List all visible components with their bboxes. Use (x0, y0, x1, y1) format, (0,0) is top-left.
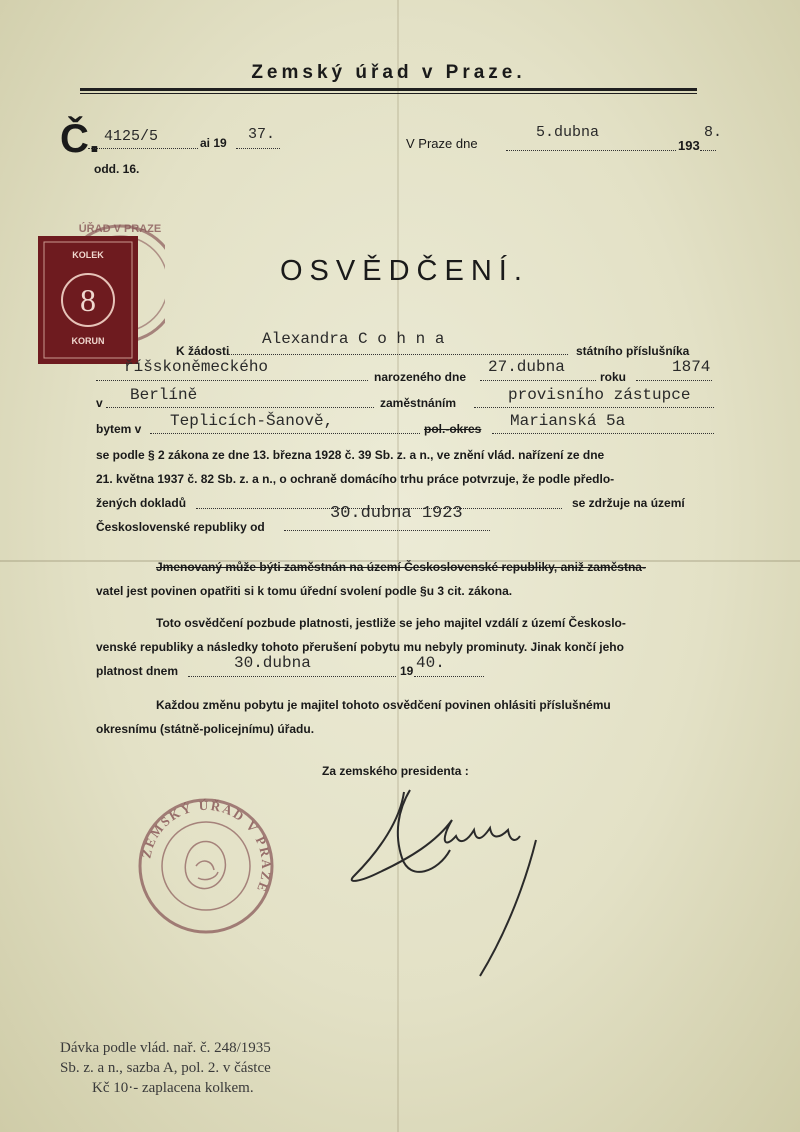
fee-stamp (30, 214, 165, 364)
fee-note-line-1: Dávka podle vlád. nař. č. 248/1935 (60, 1040, 271, 1056)
reference-department: odd. 16. (94, 162, 140, 176)
reference-c-letter: Č. (60, 117, 100, 161)
paragraph-3-line-1: Toto osvědčení pozbude platnosti, jestliže se jeho majitel vzdálí z území Českoslo- (156, 616, 626, 630)
born-label: narozeného dne (374, 370, 467, 384)
fee-stamp-bottom-text: KORUN (71, 336, 105, 346)
issue-year-line (700, 150, 716, 151)
applicant-name: Alexandra C o h n a (262, 330, 445, 348)
request-label: K žádosti (176, 344, 230, 358)
nationality: říšskoněmeckého (124, 358, 269, 376)
paragraph-4-line-2: okresnímu (státně-policejnímu) úřadu. (96, 722, 315, 736)
official-seal (136, 796, 276, 936)
citizen-label: státního příslušníka (576, 344, 690, 358)
birth-year-line (636, 380, 712, 381)
document-title: OSVĚDČENÍ. (280, 255, 529, 287)
district-label (424, 422, 481, 436)
paragraph-4-line-1: Každou změnu pobytu je majitel tohoto osvědčení povinen ohlásiti příslušnému (156, 698, 611, 712)
struck-paragraph-line-1: Jmenovaný může býti zaměstnán na území Československé republiky, aniž zaměstna- (156, 560, 646, 574)
issue-date: 5.dubna (536, 124, 600, 141)
issue-year-prefix: 193 (678, 138, 700, 153)
svg-text:ZEMSKÝ ÚŘAD V PRAZE (138, 798, 274, 896)
place-label: V Praze dne (406, 136, 478, 151)
validity-year-prefix: 19 (400, 664, 414, 678)
fee-seal-text: ÚŘAD V PRAZE (78, 223, 162, 235)
body-line-3-start: žených dokladů (96, 496, 187, 510)
district-label-struck: pol.- (424, 422, 450, 436)
reference-ai-label: ai 19 (200, 136, 227, 150)
validity-year-suffix: 40. (416, 654, 445, 672)
validity-label: platnost dnem (96, 664, 179, 678)
handwritten-signature (340, 780, 560, 980)
birth-place-line (106, 407, 374, 408)
paragraph-3-line-2: venské republiky a následky tohoto přerušení pobytu mu nebyly prominuty. Jinak končí jeho (96, 640, 624, 654)
body-line-4-start: Československé republiky od (96, 520, 265, 534)
birth-place: Berlíně (130, 386, 198, 404)
birth-date: 27.dubna (488, 358, 565, 376)
validity-year-line (414, 676, 484, 677)
paragraph-2-line-2: vatel jest povinen opatřiti si k tomu úřední svolení podle §u 3 cit. zákona. (96, 584, 513, 598)
in-label: v (96, 396, 103, 410)
signature-label: Za zemského presidenta : (322, 764, 469, 778)
issue-year-digit: 8. (704, 124, 723, 141)
district-label-okres: okres (449, 422, 482, 436)
applicant-name-line (228, 354, 568, 355)
residence-since-date: 30.dubna 1923 (330, 504, 463, 523)
street-line (492, 433, 714, 434)
birth-year: 1874 (672, 358, 711, 376)
fee-note-line-2: Sb. z. a n., sazba A, pol. 2. v částce (60, 1060, 271, 1076)
validity-date: 30.dubna (234, 654, 311, 672)
reference-year: 37. (248, 126, 276, 143)
office-title: Zemský úřad v Praze. (251, 62, 526, 83)
residence-line (150, 433, 420, 434)
body-line-3-end: se zdržuje na území (572, 496, 685, 510)
reference-year-line (236, 148, 280, 149)
reference-number-line (88, 148, 198, 149)
header-rule-thin (80, 93, 697, 94)
residing-label: bytem v (96, 422, 142, 436)
body-line-1: se podle § 2 zákona ze dne 13. března 1928 č. 39 Sb. z. a n., ve znění vlád. nařízení ze dne (96, 448, 605, 462)
occupation-line (474, 407, 714, 408)
fee-stamp-top-text: KOLEK (72, 250, 104, 260)
validity-date-line (188, 676, 396, 677)
body-line-2: 21. května 1937 č. 82 Sb. z. a n., o ochraně domácího trhu práce potvrzuje, že podle předlo- (96, 472, 615, 486)
seal-text: ZEMSKÝ ÚŘAD V PRAZE (138, 797, 275, 896)
header-rule-thick (80, 88, 697, 91)
employment-label: zaměstnáním (380, 396, 457, 410)
street: Marianská 5a (510, 412, 626, 430)
occupation: provisního zástupce (508, 386, 691, 404)
fee-stamp-value: 8 (80, 282, 96, 318)
issue-date-line (506, 150, 676, 151)
reference-number: 4125/5 (104, 128, 159, 145)
fee-note-line-3: Kč 10·- zaplacena kolkem. (92, 1080, 254, 1096)
fee-stamp-graphic (30, 214, 165, 364)
residence-since-line (284, 530, 490, 531)
nationality-line (96, 380, 368, 381)
birth-date-line (480, 380, 596, 381)
residence: Teplicích-Šanově, (170, 412, 334, 430)
year-label: roku (600, 370, 627, 384)
